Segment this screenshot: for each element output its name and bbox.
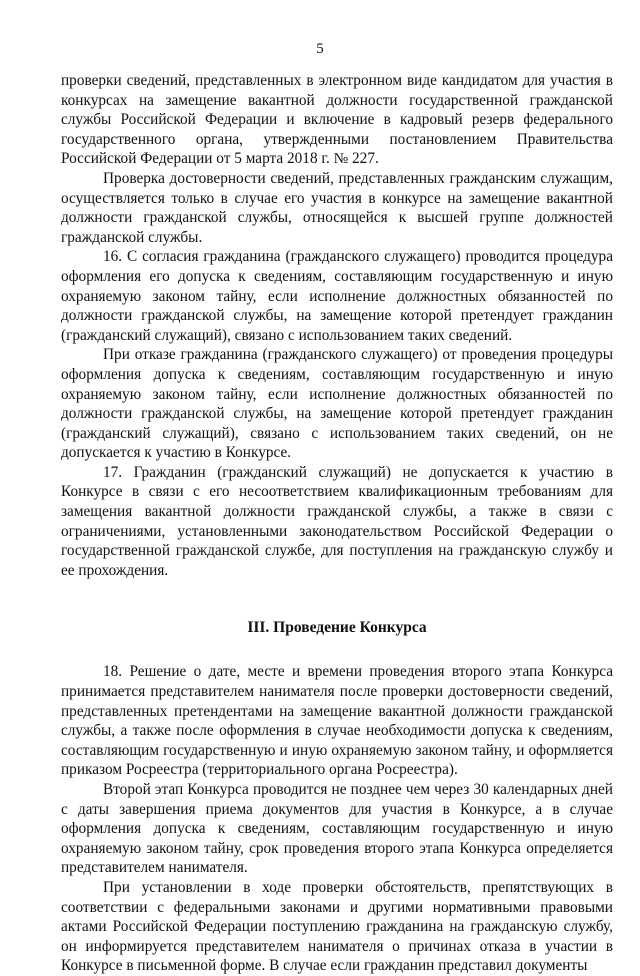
paragraph-refusal-notification: При установлении в ходе проверки обстоятельств, препятствующих в соответствии с федеральными законами и другими нормативными правовыми актами Российской Федерации поступлению гражданина на гражданскую службу, он информируется представителем нанимателя о причинах отказа в участии в Конкурсе в письменной форме. В случае если гражданин представил документы (61, 878, 613, 975)
paragraph-verification-scope: Проверка достоверности сведений, представленных гражданским служащим, осуществляется только в случае его участия в конкурсе на замещение вакантной должности гражданской службы, относящейся к высшей группе должностей гражданской службы. (61, 169, 613, 246)
document-body (61, 71, 613, 976)
page-number: 5 (316, 41, 324, 57)
section-heading: III. Проведение Конкурса (247, 619, 427, 637)
paragraph-16-clearance: 16. С согласия гражданина (гражданского служащего) проводится процедура оформления его допуска к сведениям, составляющим государственную и иную охраняемую законом тайну, если исполнение должностных обязанностей по должности гражданской службы, на замещение которой претендует гражданин (гражданский служащий), связано с использованием таких сведений. (61, 248, 613, 344)
paragraph-17-ineligibility: 17. Гражданин (гражданский служащий) не допускается к участию в Конкурсе в связи с его несоответствием квалификационным требованиям для замещения вакантной должности гражданской службы, а также в связи с ограничениями, установленными законодательством Российской Федерации о государственной гражданской службе, для поступления на гражданскую службу и ее прохождения. (61, 463, 613, 579)
paragraph-continuation: проверки сведений, представленных в электронном виде кандидатом для участия в конкурсах на замещение вакантной должности государственной гражданской службы Российской Федерации и включение в кадровый резерв федерального государственного органа, утвержденными постановлением Правительства Российской Федерации от 5 марта 2018 г. № 227. (61, 72, 613, 168)
paragraph-18-decision: 18. Решение о дате, месте и времени проведения второго этапа Конкурса принимается представителем нанимателя после проверки достоверности сведений, представленных претендентами на замещение вакантной должности гражданской службы, а также после оформления в случае необходимости допуска к сведениям, составляющим государственную и иную охраняемую законом тайну, и оформляется приказом Росреестра (территориального органа Росреестра). (61, 663, 613, 779)
paragraph-clearance-refusal: При отказе гражданина (гражданского служащего) от проведения процедуры оформления допуска к сведениям, составляющим государственную и иную охраняемую законом тайну, если исполнение должностных обязанностей по должности гражданской службы, на замещение которой претендует гражданин (гражданский служащий), связано с использованием таких сведений, он не допускается к участию в Конкурсе. (61, 346, 613, 462)
paragraph-second-stage-timing: Второй этап Конкурса проводится не позднее чем через 30 календарных дней с даты завершения приема документов для участия в Конкурсе, а в случае оформления допуска к сведениям, составляющим государственную и иную охраняемую законом тайну, срок проведения второго этапа Конкурса определяется представителем нанимателя. (61, 781, 613, 877)
